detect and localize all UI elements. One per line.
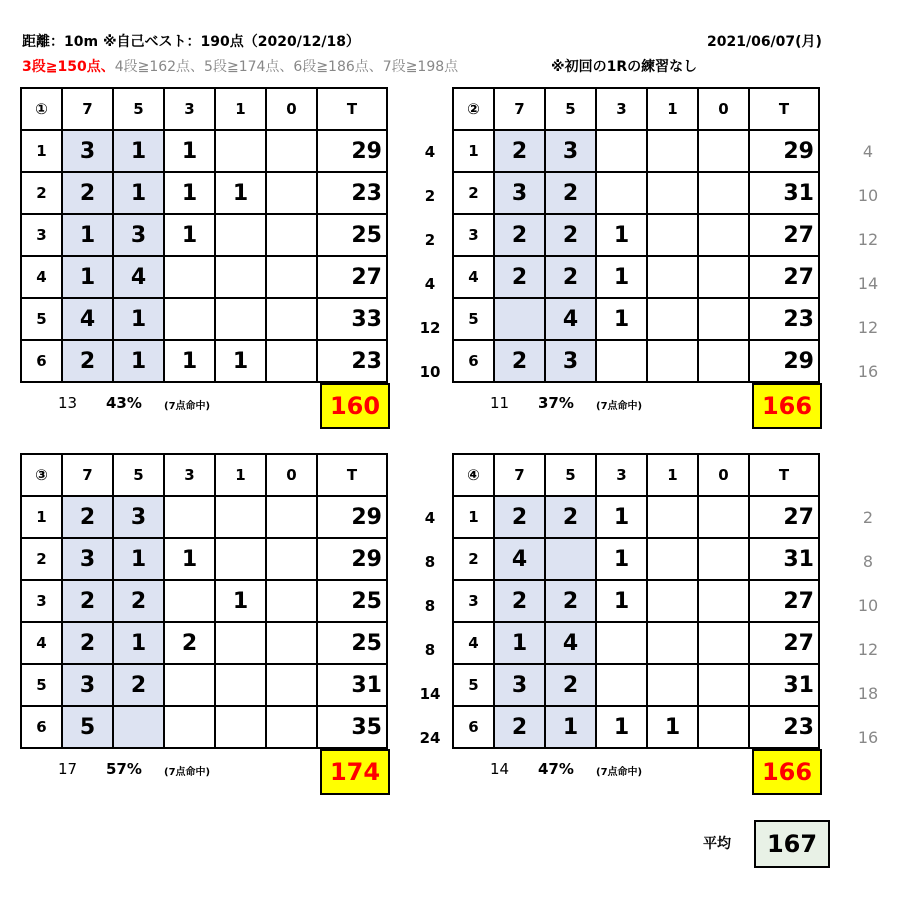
hit-count-cell	[164, 256, 215, 298]
end-number: 3	[453, 580, 494, 622]
left-side-value: 4	[424, 509, 436, 527]
score-table	[452, 453, 820, 749]
end-row	[21, 214, 387, 256]
left-side-value: 12	[419, 319, 441, 337]
hit-count-cell: 3	[113, 496, 164, 538]
hit-count-cell: 2	[164, 622, 215, 664]
hit-count-cell	[266, 664, 317, 706]
end-total: 23	[749, 706, 819, 748]
end-total: 33	[317, 298, 387, 340]
hit-count-cell: 2	[545, 580, 596, 622]
hit-count-cell	[164, 496, 215, 538]
hit-count-cell	[266, 298, 317, 340]
hit-count-cell: 1	[113, 172, 164, 214]
average-label: 平均	[703, 836, 731, 852]
end-total: 23	[749, 298, 819, 340]
hit-count-cell: 2	[545, 256, 596, 298]
hit-count-cell	[647, 496, 698, 538]
right-side-value: 14	[857, 274, 879, 293]
right-side-value: 12	[857, 230, 879, 249]
hit-count-cell	[647, 298, 698, 340]
end-total: 29	[317, 538, 387, 580]
column-header: 5	[545, 88, 596, 130]
score-table	[452, 87, 820, 383]
hit-count-cell: 1	[596, 580, 647, 622]
seven-hit-note: (7点命中)	[164, 767, 211, 778]
end-row	[21, 256, 387, 298]
end-row	[453, 298, 819, 340]
round-summary	[452, 749, 854, 793]
left-side-value: 14	[419, 685, 441, 703]
hit-count-cell	[596, 340, 647, 382]
end-number: 5	[21, 664, 62, 706]
hit-count-cell: 1	[647, 706, 698, 748]
hit-count-cell	[215, 298, 266, 340]
average-value: 167	[754, 820, 830, 868]
hit-count-cell	[698, 622, 749, 664]
seven-hit-percent: 37%	[538, 394, 574, 412]
end-total: 27	[749, 256, 819, 298]
hit-count-cell: 1	[164, 340, 215, 382]
table-header-row	[453, 88, 819, 130]
hit-count-cell: 2	[62, 622, 113, 664]
seven-hit-note: (7点命中)	[596, 401, 643, 412]
hit-count-cell: 3	[545, 130, 596, 172]
round-total-score: 166	[752, 383, 822, 429]
hit-count-cell: 1	[545, 706, 596, 748]
hit-count-cell	[698, 214, 749, 256]
end-row	[21, 706, 387, 748]
end-row	[453, 706, 819, 748]
column-header: 0	[698, 454, 749, 496]
hit-count-cell	[698, 172, 749, 214]
right-side-value: 18	[857, 684, 879, 703]
hit-count-cell: 3	[545, 340, 596, 382]
round-total-score: 174	[320, 749, 390, 795]
header-distance-best: 距離：10m ※自己ベスト：190点（2020/12/18）	[22, 34, 360, 50]
end-total: 27	[749, 214, 819, 256]
end-number: 2	[453, 538, 494, 580]
end-row	[21, 130, 387, 172]
end-number: 5	[453, 298, 494, 340]
round-mark: ③	[21, 454, 62, 496]
right-side-value: 4	[862, 142, 874, 161]
hit-count-cell: 1	[596, 256, 647, 298]
column-header: T	[749, 454, 819, 496]
end-number: 1	[21, 130, 62, 172]
end-number: 1	[453, 496, 494, 538]
end-total: 25	[317, 622, 387, 664]
right-side-value: 10	[857, 596, 879, 615]
hit-count-cell: 1	[596, 298, 647, 340]
hit-count-cell	[698, 706, 749, 748]
hit-count-cell	[215, 496, 266, 538]
end-row	[21, 664, 387, 706]
hit-count-cell: 1	[113, 622, 164, 664]
end-number: 5	[453, 664, 494, 706]
hit-count-cell: 2	[62, 496, 113, 538]
table-header-row	[21, 88, 387, 130]
round-mark: ④	[453, 454, 494, 496]
hit-count-cell	[164, 664, 215, 706]
left-side-value: 8	[424, 597, 436, 615]
hit-count-cell: 1	[215, 340, 266, 382]
end-row	[453, 496, 819, 538]
hit-count-cell: 3	[494, 172, 545, 214]
left-side-value: 8	[424, 641, 436, 659]
hit-count-cell: 4	[62, 298, 113, 340]
hit-count-cell: 1	[596, 496, 647, 538]
end-total: 35	[317, 706, 387, 748]
end-total: 29	[749, 340, 819, 382]
hit-count-cell	[215, 130, 266, 172]
end-total: 27	[749, 580, 819, 622]
column-header: T	[749, 88, 819, 130]
hit-count-cell: 2	[62, 340, 113, 382]
column-header: 3	[596, 88, 647, 130]
round-summary	[20, 749, 422, 793]
table-header-row	[21, 454, 387, 496]
hit-count-cell	[698, 130, 749, 172]
end-row	[21, 496, 387, 538]
hit-count-cell	[647, 622, 698, 664]
column-header: T	[317, 454, 387, 496]
rank-thresholds-gray: 4段≧162点、5段≧174点、6段≧186点、7段≧198点	[114, 59, 459, 75]
hit-count-cell: 1	[596, 538, 647, 580]
end-row	[453, 538, 819, 580]
end-number: 2	[21, 172, 62, 214]
column-header: 1	[215, 88, 266, 130]
end-row	[21, 172, 387, 214]
left-side-value: 4	[424, 143, 436, 161]
left-side-value: 4	[424, 275, 436, 293]
hit-count-cell: 2	[545, 664, 596, 706]
end-row	[21, 538, 387, 580]
hit-count-cell	[215, 664, 266, 706]
seven-hit-count: 13	[58, 394, 78, 412]
end-number: 6	[21, 340, 62, 382]
end-total: 29	[317, 130, 387, 172]
end-number: 2	[21, 538, 62, 580]
hit-count-cell: 1	[164, 130, 215, 172]
hit-count-cell: 2	[113, 664, 164, 706]
column-header: 0	[266, 454, 317, 496]
end-row	[453, 340, 819, 382]
hit-count-cell	[647, 256, 698, 298]
round-mark: ②	[453, 88, 494, 130]
hit-count-cell	[266, 340, 317, 382]
hit-count-cell	[647, 538, 698, 580]
hit-count-cell	[113, 706, 164, 748]
table-header-row	[453, 454, 819, 496]
end-number: 6	[21, 706, 62, 748]
seven-hit-count: 14	[490, 760, 510, 778]
right-side-value: 8	[862, 552, 874, 571]
end-total: 31	[749, 172, 819, 214]
seven-hit-percent: 57%	[106, 760, 142, 778]
end-number: 1	[21, 496, 62, 538]
hit-count-cell: 2	[545, 496, 596, 538]
column-header: 1	[647, 88, 698, 130]
hit-count-cell: 1	[62, 256, 113, 298]
end-number: 4	[453, 622, 494, 664]
hit-count-cell	[545, 538, 596, 580]
left-side-value: 8	[424, 553, 436, 571]
end-number: 3	[21, 214, 62, 256]
hit-count-cell: 2	[494, 214, 545, 256]
hit-count-cell: 1	[62, 214, 113, 256]
hit-count-cell: 3	[494, 664, 545, 706]
hit-count-cell: 2	[62, 580, 113, 622]
hit-count-cell: 4	[494, 538, 545, 580]
hit-count-cell: 3	[62, 130, 113, 172]
end-number: 6	[453, 706, 494, 748]
hit-count-cell	[164, 298, 215, 340]
hit-count-cell	[647, 664, 698, 706]
end-number: 4	[21, 256, 62, 298]
hit-count-cell	[647, 130, 698, 172]
end-row	[453, 214, 819, 256]
round-total-score: 160	[320, 383, 390, 429]
column-header: 0	[698, 88, 749, 130]
seven-hit-percent: 47%	[538, 760, 574, 778]
end-row	[21, 298, 387, 340]
end-number: 5	[21, 298, 62, 340]
hit-count-cell	[698, 256, 749, 298]
score-table	[20, 453, 388, 749]
column-header: 7	[62, 88, 113, 130]
end-total: 27	[749, 496, 819, 538]
hit-count-cell	[164, 706, 215, 748]
hit-count-cell	[647, 340, 698, 382]
hit-count-cell	[596, 130, 647, 172]
hit-count-cell: 5	[62, 706, 113, 748]
end-number: 1	[453, 130, 494, 172]
hit-count-cell	[266, 622, 317, 664]
hit-count-cell: 2	[494, 340, 545, 382]
hit-count-cell	[698, 298, 749, 340]
right-side-value: 12	[857, 318, 879, 337]
hit-count-cell	[266, 706, 317, 748]
end-number: 3	[21, 580, 62, 622]
header-note: ※初回の1Rの練習なし	[551, 59, 698, 75]
end-row	[21, 580, 387, 622]
hit-count-cell	[698, 538, 749, 580]
end-total: 29	[317, 496, 387, 538]
column-header: 7	[62, 454, 113, 496]
seven-hit-count: 17	[58, 760, 78, 778]
hit-count-cell	[647, 172, 698, 214]
hit-count-cell	[266, 538, 317, 580]
left-side-value: 24	[419, 729, 441, 747]
end-total: 31	[749, 664, 819, 706]
column-header: 7	[494, 454, 545, 496]
hit-count-cell: 2	[494, 580, 545, 622]
hit-count-cell	[215, 256, 266, 298]
right-side-value: 16	[857, 728, 879, 747]
end-total: 27	[749, 622, 819, 664]
end-row	[453, 622, 819, 664]
end-number: 4	[21, 622, 62, 664]
hit-count-cell	[215, 706, 266, 748]
hit-count-cell: 4	[113, 256, 164, 298]
seven-hit-count: 11	[490, 394, 510, 412]
hit-count-cell: 4	[545, 622, 596, 664]
right-side-value: 12	[857, 640, 879, 659]
hit-count-cell: 2	[545, 172, 596, 214]
hit-count-cell: 2	[62, 172, 113, 214]
hit-count-cell: 1	[113, 538, 164, 580]
end-number: 3	[453, 214, 494, 256]
end-total: 25	[317, 580, 387, 622]
hit-count-cell: 3	[62, 664, 113, 706]
hit-count-cell	[164, 580, 215, 622]
hit-count-cell	[266, 256, 317, 298]
hit-count-cell	[266, 496, 317, 538]
seven-hit-note: (7点命中)	[164, 401, 211, 412]
right-side-value: 16	[857, 362, 879, 381]
hit-count-cell: 1	[113, 298, 164, 340]
column-header: 3	[164, 454, 215, 496]
hit-count-cell: 2	[494, 256, 545, 298]
round-summary	[452, 383, 854, 427]
seven-hit-note: (7点命中)	[596, 767, 643, 778]
round-2-block	[452, 87, 854, 427]
column-header: 5	[545, 454, 596, 496]
hit-count-cell	[596, 172, 647, 214]
hit-count-cell	[698, 580, 749, 622]
hit-count-cell: 4	[545, 298, 596, 340]
column-header: 0	[266, 88, 317, 130]
hit-count-cell	[215, 622, 266, 664]
end-row	[21, 340, 387, 382]
round-total-score: 166	[752, 749, 822, 795]
header-date: 2021/06/07(月)	[707, 34, 822, 50]
hit-count-cell: 3	[113, 214, 164, 256]
score-table	[20, 87, 388, 383]
hit-count-cell	[596, 664, 647, 706]
column-header: 7	[494, 88, 545, 130]
hit-count-cell	[266, 214, 317, 256]
hit-count-cell	[266, 580, 317, 622]
hit-count-cell: 1	[164, 214, 215, 256]
rank-threshold-red: 3段≧150点、	[22, 59, 115, 75]
hit-count-cell: 1	[164, 538, 215, 580]
left-side-value: 2	[424, 187, 436, 205]
seven-hit-percent: 43%	[106, 394, 142, 412]
end-total: 23	[317, 172, 387, 214]
hit-count-cell: 1	[113, 130, 164, 172]
hit-count-cell	[215, 214, 266, 256]
round-1-block	[20, 87, 422, 427]
column-header: 3	[596, 454, 647, 496]
end-number: 2	[453, 172, 494, 214]
hit-count-cell: 1	[215, 172, 266, 214]
end-row	[453, 172, 819, 214]
end-total: 31	[749, 538, 819, 580]
hit-count-cell: 1	[494, 622, 545, 664]
hit-count-cell	[647, 580, 698, 622]
round-4-block	[452, 453, 854, 793]
left-side-value: 2	[424, 231, 436, 249]
end-row	[453, 580, 819, 622]
right-side-value: 2	[862, 508, 874, 527]
end-row	[453, 664, 819, 706]
end-total: 27	[317, 256, 387, 298]
end-row	[21, 622, 387, 664]
end-total: 29	[749, 130, 819, 172]
round-summary	[20, 383, 422, 427]
column-header: 1	[647, 454, 698, 496]
hit-count-cell: 1	[596, 706, 647, 748]
left-side-value: 10	[419, 363, 441, 381]
column-header: 5	[113, 88, 164, 130]
column-header: 1	[215, 454, 266, 496]
hit-count-cell: 1	[113, 340, 164, 382]
end-total: 23	[317, 340, 387, 382]
hit-count-cell: 2	[113, 580, 164, 622]
hit-count-cell: 3	[62, 538, 113, 580]
hit-count-cell	[698, 664, 749, 706]
hit-count-cell: 1	[596, 214, 647, 256]
end-total: 25	[317, 214, 387, 256]
hit-count-cell	[266, 172, 317, 214]
hit-count-cell	[698, 496, 749, 538]
hit-count-cell	[215, 538, 266, 580]
hit-count-cell: 2	[494, 130, 545, 172]
right-side-value: 10	[857, 186, 879, 205]
end-number: 4	[453, 256, 494, 298]
hit-count-cell	[266, 130, 317, 172]
hit-count-cell: 1	[164, 172, 215, 214]
round-3-block	[20, 453, 422, 793]
end-total: 31	[317, 664, 387, 706]
hit-count-cell	[596, 622, 647, 664]
end-number: 6	[453, 340, 494, 382]
hit-count-cell: 2	[494, 706, 545, 748]
hit-count-cell: 2	[494, 496, 545, 538]
round-mark: ①	[21, 88, 62, 130]
hit-count-cell	[698, 340, 749, 382]
column-header: 3	[164, 88, 215, 130]
column-header: T	[317, 88, 387, 130]
hit-count-cell	[647, 214, 698, 256]
hit-count-cell: 1	[215, 580, 266, 622]
hit-count-cell	[494, 298, 545, 340]
end-row	[453, 130, 819, 172]
end-row	[453, 256, 819, 298]
header-rank-line	[22, 56, 458, 76]
hit-count-cell: 2	[545, 214, 596, 256]
column-header: 5	[113, 454, 164, 496]
